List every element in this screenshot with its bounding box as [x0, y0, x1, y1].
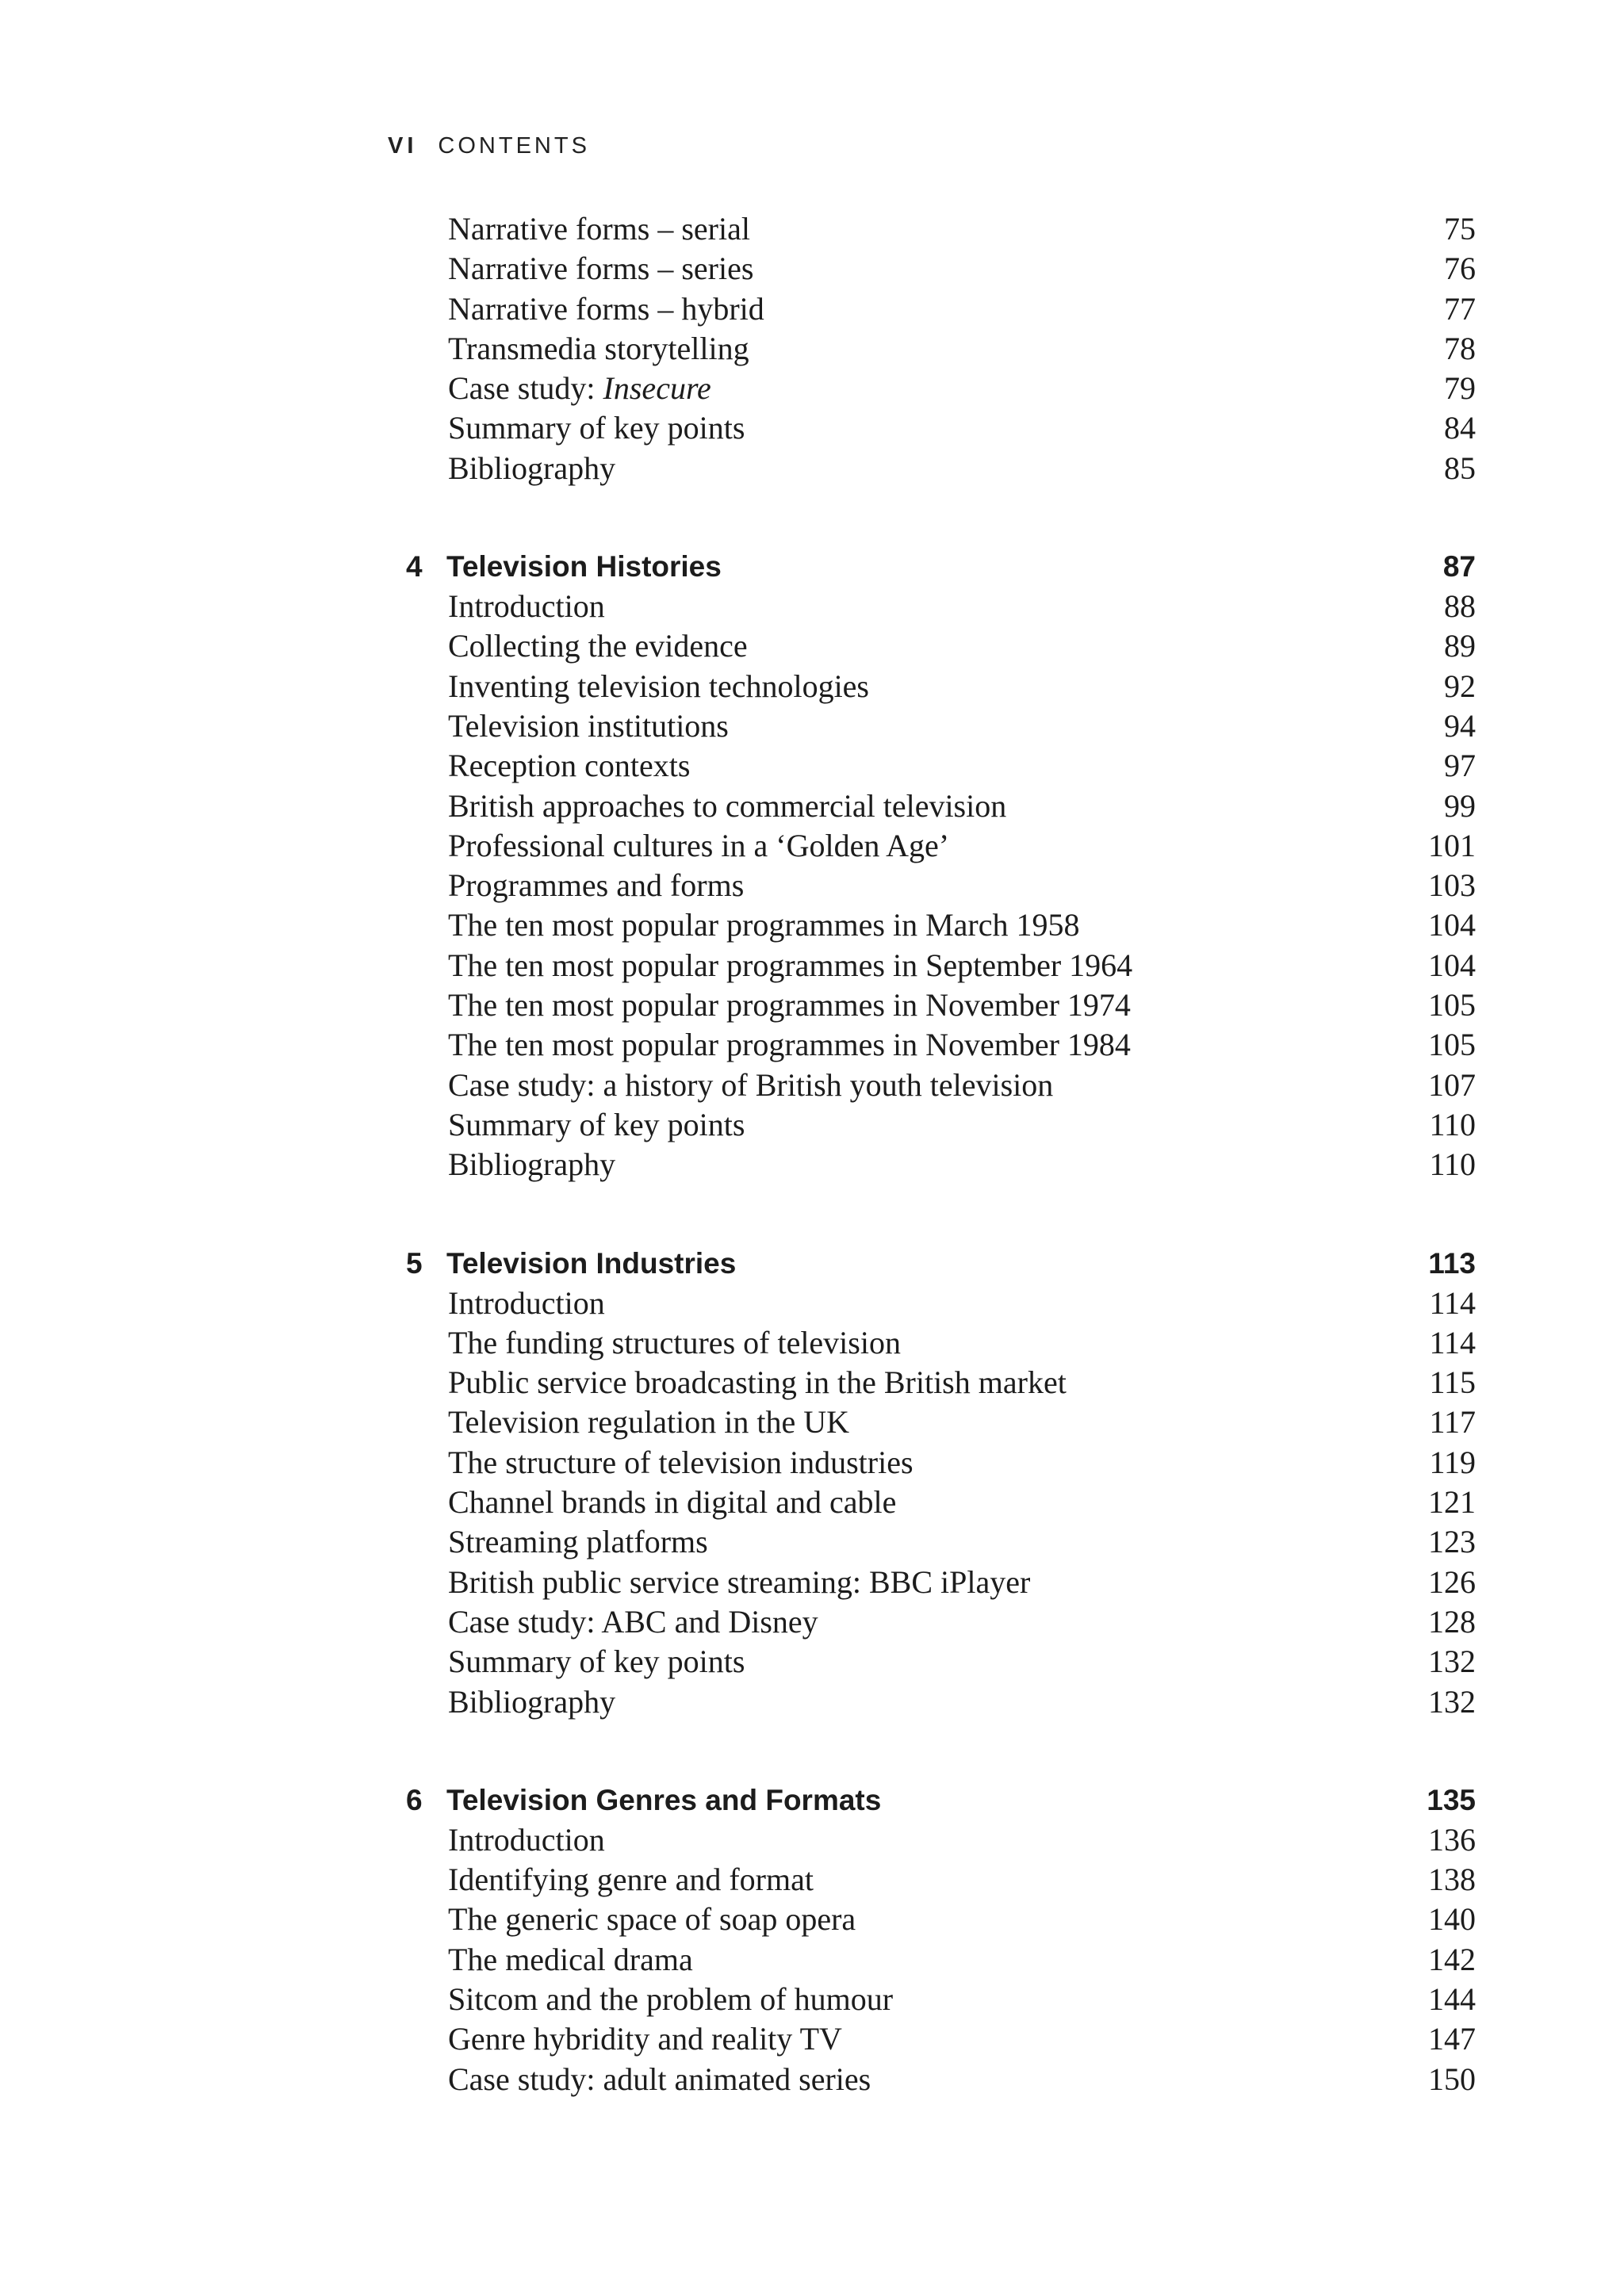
- toc-entry-title: Summary of key points: [448, 410, 745, 446]
- chapter-number: 4: [406, 550, 423, 584]
- toc-entry-title: Case study: a history of British youth television: [448, 1066, 1054, 1103]
- toc-entry-page: 92: [1444, 668, 1476, 704]
- toc-entry-title: Genre hybridity and reality TV: [448, 2021, 842, 2057]
- chapter-page: 113: [1428, 1246, 1476, 1280]
- toc-entry: [388, 1284, 1476, 1323]
- toc-chapter-6: [388, 1781, 1476, 2099]
- toc-entry-title: Narrative forms – hybrid: [448, 290, 764, 327]
- toc-entry-page: 104: [1428, 947, 1476, 983]
- toc-continuation: [388, 209, 1476, 488]
- toc-entry: [388, 1900, 1476, 1939]
- toc-entry-title: Narrative forms – series: [448, 251, 754, 287]
- toc-entry: [388, 209, 1476, 249]
- chapter-title: Television Histories: [446, 550, 722, 584]
- toc-entry-title: The ten most popular programmes in November 1974: [448, 987, 1131, 1024]
- toc-entry-title: Public service broadcasting in the British market: [448, 1364, 1067, 1401]
- toc-entry-title: Television institutions: [448, 707, 729, 744]
- toc-entry: [388, 1563, 1476, 1602]
- toc-entry-page: 101: [1428, 827, 1476, 863]
- toc-entry-page: 114: [1429, 1324, 1476, 1360]
- toc-entry-title: Programmes and forms: [448, 867, 745, 904]
- toc-entry: [388, 786, 1476, 826]
- toc-entry-title: Collecting the evidence: [448, 628, 748, 664]
- chapter-page: 135: [1427, 1783, 1476, 1816]
- toc-entry: [388, 746, 1476, 786]
- toc-entry: [388, 1940, 1476, 1980]
- toc-entry-page: 94: [1444, 707, 1476, 744]
- toc-entry-page: 110: [1429, 1106, 1476, 1142]
- toc-entry: [388, 1105, 1476, 1145]
- toc-entry: [388, 946, 1476, 985]
- toc-entry-title: The funding structures of television: [448, 1324, 901, 1360]
- toc-entry-page: 97: [1444, 748, 1476, 784]
- toc-entry-title: Bibliography: [448, 450, 616, 486]
- toc-entry: [388, 289, 1476, 329]
- toc-entry: [388, 449, 1476, 488]
- toc-entry-title: Summary of key points: [448, 1644, 745, 1680]
- toc-entry: [388, 626, 1476, 666]
- toc-entry-page: 104: [1428, 907, 1476, 943]
- toc-entry-title: Case study: ABC and Disney: [448, 1603, 818, 1640]
- toc-entry: [388, 369, 1476, 408]
- toc-entry: [388, 1860, 1476, 1900]
- toc-entry: [388, 587, 1476, 626]
- toc-entry-page: 88: [1444, 588, 1476, 625]
- toc-entry: [388, 1820, 1476, 1860]
- running-head: [388, 133, 590, 159]
- toc-entry-page: 147: [1428, 2021, 1476, 2057]
- toc-entry-page: 119: [1429, 1444, 1476, 1480]
- toc-entry-page: 126: [1428, 1563, 1476, 1600]
- toc-entry-page: 132: [1428, 1644, 1476, 1680]
- toc-entry: [388, 1642, 1476, 1682]
- chapter-heading: [388, 1244, 1476, 1284]
- toc-entry: [388, 1443, 1476, 1483]
- toc-entry-title-italic: Insecure: [603, 370, 711, 407]
- toc-entry-title: Introduction: [448, 1284, 605, 1321]
- toc-chapter-5: [388, 1244, 1476, 1722]
- toc-entry-title: [448, 369, 711, 408]
- toc-entry-title: Bibliography: [448, 1683, 616, 1720]
- toc-entry-page: 114: [1429, 1284, 1476, 1321]
- toc-entry: [388, 1602, 1476, 1642]
- toc-entry-title: Identifying genre and format: [448, 1862, 814, 1898]
- toc-entry: [388, 1363, 1476, 1402]
- toc-entry-page: 142: [1428, 1941, 1476, 1977]
- toc-entry-page: 115: [1429, 1364, 1476, 1401]
- toc-entry-page: 110: [1429, 1146, 1476, 1183]
- toc-entry: [388, 1025, 1476, 1065]
- toc-entry-page: 78: [1444, 330, 1476, 366]
- toc-entry: [388, 1682, 1476, 1722]
- toc-entry-title: Summary of key points: [448, 1106, 745, 1142]
- toc-entry-page: 144: [1428, 1980, 1476, 2017]
- toc-entry-title: Introduction: [448, 1821, 605, 1858]
- toc-entry-page: 136: [1428, 1821, 1476, 1858]
- toc-entry-title: Television regulation in the UK: [448, 1404, 849, 1441]
- toc-entry: [388, 1522, 1476, 1562]
- toc-entry: [388, 826, 1476, 866]
- toc-entry-page: 105: [1428, 987, 1476, 1024]
- chapter-number: 5: [406, 1246, 423, 1280]
- toc-entry-page: 150: [1428, 2061, 1476, 2097]
- toc-entry-page: 103: [1428, 867, 1476, 904]
- toc-entry-page: 123: [1428, 1524, 1476, 1560]
- toc-entry-page: 105: [1428, 1027, 1476, 1063]
- toc-entry-page: 140: [1428, 1901, 1476, 1938]
- toc-entry-page: 75: [1444, 211, 1476, 247]
- toc-entry: [388, 1483, 1476, 1522]
- chapter-number: 6: [406, 1783, 423, 1816]
- toc-entry-page: 107: [1428, 1066, 1476, 1103]
- toc-entry-page: 128: [1428, 1603, 1476, 1640]
- toc-entry-title: Inventing television technologies: [448, 668, 869, 704]
- toc-entry: [388, 249, 1476, 289]
- toc-entry: [388, 2019, 1476, 2059]
- toc-chapter-4: [388, 547, 1476, 1184]
- table-of-contents: [388, 209, 1476, 2099]
- toc-entry-page: 89: [1444, 628, 1476, 664]
- chapter-heading: [388, 1781, 1476, 1820]
- toc-entry: [388, 706, 1476, 746]
- toc-entry-title: Transmedia storytelling: [448, 330, 749, 366]
- toc-entry: [388, 985, 1476, 1025]
- toc-entry-page: 79: [1444, 370, 1476, 407]
- toc-entry-title-prefix: Case study:: [448, 370, 603, 407]
- toc-entry-title: The ten most popular programmes in September 1964: [448, 947, 1133, 983]
- toc-entry-title: The ten most popular programmes in November 1984: [448, 1027, 1131, 1063]
- toc-entry-title: Channel brands in digital and cable: [448, 1484, 897, 1521]
- toc-entry-page: 77: [1444, 290, 1476, 327]
- toc-entry: [388, 408, 1476, 448]
- toc-entry-title: Streaming platforms: [448, 1524, 708, 1560]
- toc-entry: [388, 667, 1476, 706]
- toc-entry: [388, 905, 1476, 945]
- toc-entry-title: The structure of television industries: [448, 1444, 914, 1480]
- toc-entry-title: British public service streaming: BBC iPlayer: [448, 1563, 1031, 1600]
- toc-entry: [388, 1145, 1476, 1184]
- toc-entry-title: Case study: adult animated series: [448, 2061, 871, 2097]
- toc-entry-title: Bibliography: [448, 1146, 616, 1183]
- toc-entry: [388, 2060, 1476, 2099]
- toc-entry-title: Sitcom and the problem of humour: [448, 1980, 894, 2017]
- chapter-title: Television Industries: [446, 1246, 737, 1280]
- toc-entry-page: 132: [1428, 1683, 1476, 1720]
- toc-entry-title: Introduction: [448, 588, 605, 625]
- toc-entry: [388, 329, 1476, 369]
- page-folio: VI: [388, 133, 418, 159]
- toc-entry-page: 121: [1428, 1484, 1476, 1521]
- toc-entry-title: Professional cultures in a ‘Golden Age’: [448, 827, 950, 863]
- toc-entry: [388, 866, 1476, 905]
- toc-entry-title: British approaches to commercial television: [448, 787, 1007, 824]
- toc-entry-page: 99: [1444, 787, 1476, 824]
- toc-entry-page: 76: [1444, 251, 1476, 287]
- toc-entry: [388, 1980, 1476, 2019]
- chapter-title: Television Genres and Formats: [446, 1783, 882, 1816]
- toc-entry-page: 85: [1444, 450, 1476, 486]
- toc-entry: [388, 1066, 1476, 1105]
- toc-entry-page: 138: [1428, 1862, 1476, 1898]
- toc-entry: [388, 1402, 1476, 1442]
- toc-entry-page: 117: [1429, 1404, 1476, 1441]
- chapter-heading: [388, 547, 1476, 587]
- toc-entry-title: The ten most popular programmes in March 1958: [448, 907, 1080, 943]
- toc-entry-page: 84: [1444, 410, 1476, 446]
- chapter-page: 87: [1442, 550, 1476, 584]
- toc-entry-title: Reception contexts: [448, 748, 691, 784]
- toc-entry: [388, 1323, 1476, 1363]
- toc-entry-title: The generic space of soap opera: [448, 1901, 856, 1938]
- toc-entry-title: The medical drama: [448, 1941, 693, 1977]
- running-head-title: CONTENTS: [438, 133, 590, 159]
- toc-entry-title: Narrative forms – serial: [448, 211, 750, 247]
